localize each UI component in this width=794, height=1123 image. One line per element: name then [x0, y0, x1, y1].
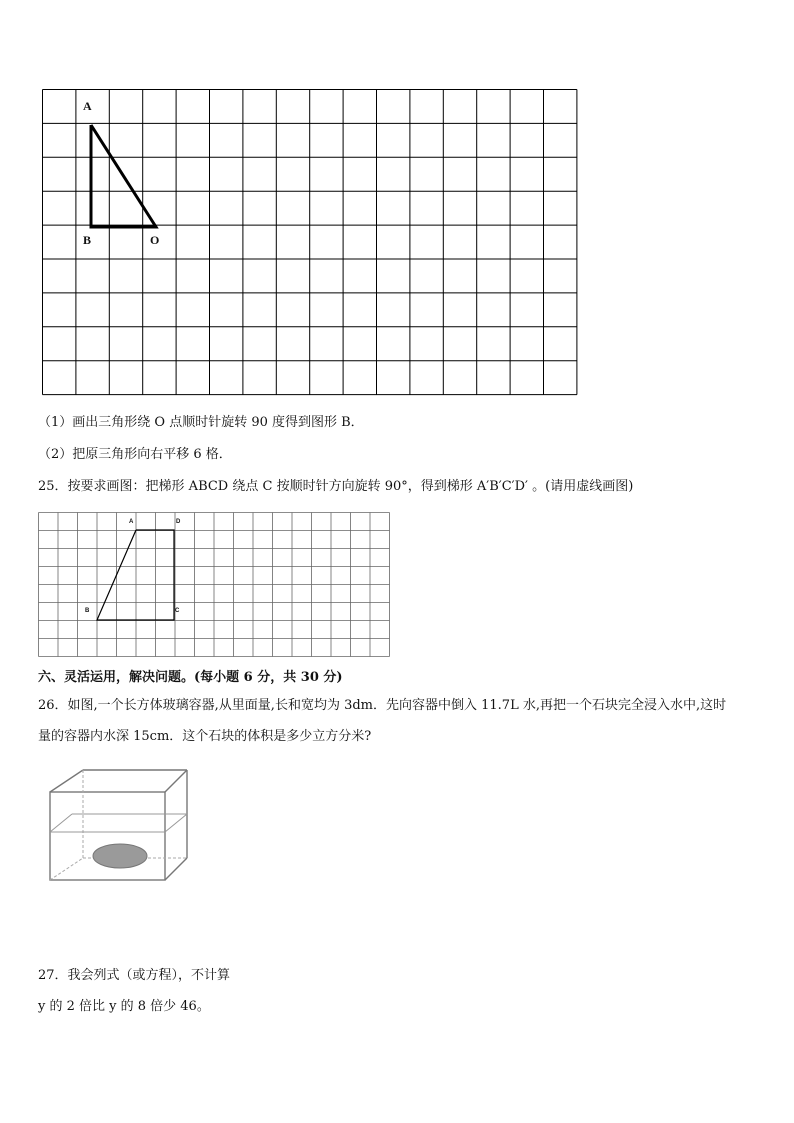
trap-b-label: B: [85, 608, 90, 614]
triangle-grid: [0, 0, 794, 420]
point-a-label: A: [83, 99, 92, 113]
q27-line1: 27．我会列式（或方程），不计算: [38, 968, 231, 983]
q24-part1: （1）画出三角形绕 O 点顺时针旋转 90 度得到图形 B．: [38, 415, 364, 430]
section6-heading: 六、灵活运用，解决问题。(每小题 6 分，共 30 分): [38, 670, 343, 685]
q26-line2: 量的容器内水深 15cm．这个石块的体积是多少立方分米?: [38, 729, 372, 744]
q27-line2: y 的 2 倍比 y 的 8 倍少 46。: [38, 999, 210, 1014]
q26-line1: 26．如图,一个长方体玻璃容器,从里面量,长和宽均为 3dm．先向容器中倒入 11.7L 水,再把一个石块完全浸入水中,这时: [38, 698, 727, 713]
q24-part2: （2）把原三角形向右平移 6 格．: [38, 447, 232, 462]
trapezoid-abcd: [97, 530, 174, 620]
stone-shape: [93, 844, 147, 868]
glass-container-figure: [40, 762, 200, 887]
trap-c-label: C: [175, 608, 180, 614]
point-o-label: O: [150, 233, 160, 247]
trap-a-label: A: [129, 519, 134, 525]
q25-text: 25．按要求画图：把梯形 ABCD 绕点 C 按顺时针方向旋转 90°，得到梯形 A′B′C′D′ 。(请用虚线画图): [38, 479, 634, 494]
trapezoid-grid: [0, 500, 794, 670]
trap-d-label: D: [176, 519, 181, 525]
point-b-label: B: [83, 233, 92, 247]
triangle-abo: [91, 125, 156, 227]
